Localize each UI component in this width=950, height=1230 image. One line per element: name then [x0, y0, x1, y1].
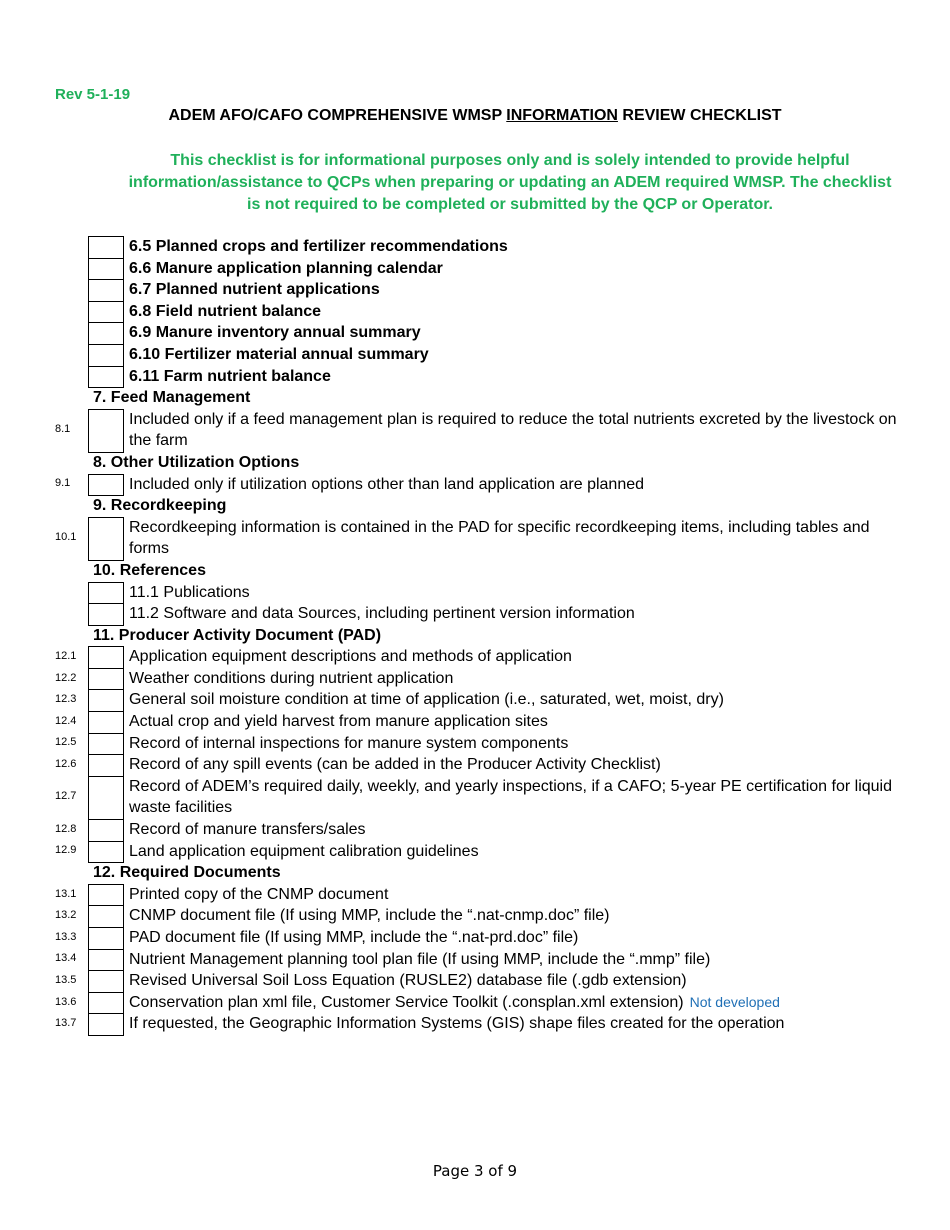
item-text [129, 841, 899, 863]
checklist-item [0, 689, 950, 711]
checklist-item [0, 754, 950, 776]
checklist-item [0, 711, 950, 733]
checklist-item [0, 905, 950, 927]
item-text [129, 279, 899, 301]
item-label: Land application equipment calibration guidelines [129, 842, 479, 860]
checkbox[interactable] [88, 992, 124, 1015]
checkbox[interactable] [88, 1013, 124, 1036]
checklist-item [0, 970, 950, 992]
checklist-item [0, 474, 950, 496]
checklist-item [0, 733, 950, 755]
item-text [129, 992, 899, 1014]
item-label: Included only if a feed management plan is required to reduce the total nutrients excreted by the livestock on the farm [129, 410, 897, 450]
item-text [129, 1013, 899, 1035]
item-number: 13.7 [55, 1017, 77, 1030]
item-label: CNMP document file (If using MMP, include the “.nat-cnmp.doc” file) [129, 907, 610, 925]
item-label: Nutrient Management planning tool plan file (If using MMP, include the “.mmp” file) [129, 950, 711, 968]
item-label: 6.11 Farm nutrient balance [129, 367, 331, 385]
item-text [129, 733, 899, 755]
checkbox[interactable] [88, 668, 124, 691]
checkbox[interactable] [88, 884, 124, 907]
item-number: 12.5 [55, 736, 77, 749]
item-text [129, 301, 899, 323]
checklist-item [0, 301, 950, 323]
revision-label: Rev 5-1-19 [55, 86, 131, 103]
item-text [129, 236, 899, 258]
item-text [129, 603, 899, 625]
item-text [129, 754, 899, 776]
item-label: Recordkeeping information is contained in the PAD for specific recordkeeping items, including tables and forms [129, 518, 870, 558]
checklist [0, 236, 950, 1035]
item-text [129, 322, 899, 344]
checklist-item [0, 603, 950, 625]
checklist-item [0, 884, 950, 906]
notice-text: This checklist is for informational purposes only and is solely intended to provide helpful information/assistance to QCPs when preparing or updating an ADEM required WMSP. The checklist is not required to be completed or submitted by the QCP or Operator. [128, 152, 892, 213]
item-number: 8.1 [55, 423, 71, 436]
checkbox[interactable] [88, 949, 124, 972]
item-number: 12.7 [55, 790, 77, 803]
checkbox[interactable] [88, 474, 124, 497]
checklist-item [0, 949, 950, 971]
checkbox[interactable] [88, 366, 124, 389]
item-number: 12.9 [55, 844, 77, 857]
checklist-item [0, 841, 950, 863]
checkbox[interactable] [88, 603, 124, 626]
section-heading: 11. Producer Activity Document (PAD) [93, 626, 382, 644]
checklist-item [0, 279, 950, 301]
item-text [129, 258, 899, 280]
item-text [129, 711, 899, 733]
item-number: 13.1 [55, 887, 77, 900]
checklist-item [0, 776, 950, 819]
checkbox[interactable] [88, 279, 124, 302]
item-label: 11.2 Software and data Sources, including pertinent version information [129, 605, 635, 623]
checklist-item [0, 236, 950, 258]
checklist-item [0, 409, 950, 452]
status-note: Not developed [689, 993, 780, 1010]
checkbox[interactable] [88, 301, 124, 324]
checkbox[interactable] [88, 236, 124, 259]
checkbox[interactable] [88, 409, 124, 453]
item-label: General soil moisture condition at time of application (i.e., saturated, wet, moist, dry) [129, 691, 724, 709]
checkbox[interactable] [88, 841, 124, 864]
section-heading-row [0, 387, 950, 409]
item-number: 9.1 [55, 477, 71, 490]
item-number: 12.2 [55, 671, 77, 684]
checklist-item [0, 344, 950, 366]
section-heading-row [0, 495, 950, 517]
checkbox[interactable] [88, 582, 124, 605]
item-label: Record of ADEM’s required daily, weekly, and yearly inspections, if a CAFO; 5-year PE certification for liquid waste facilities [129, 777, 892, 817]
section-heading-row [0, 625, 950, 647]
section-heading: 12. Required Documents [93, 864, 281, 882]
item-text [129, 689, 899, 711]
item-label: Actual crop and yield harvest from manure application sites [129, 713, 548, 731]
checkbox[interactable] [88, 927, 124, 950]
item-text [129, 409, 899, 452]
item-text [129, 884, 899, 906]
item-text [129, 517, 899, 560]
section-heading-row [0, 452, 950, 474]
checkbox[interactable] [88, 970, 124, 993]
item-text [129, 646, 899, 668]
item-label: Printed copy of the CNMP document [129, 885, 389, 903]
title-underlined: INFORMATION [506, 107, 618, 124]
item-label: Weather conditions during nutrient application [129, 669, 454, 687]
checkbox[interactable] [88, 258, 124, 281]
section-heading: 8. Other Utilization Options [93, 453, 300, 471]
item-label: If requested, the Geographic Information Systems (GIS) shape files created for the operation [129, 1015, 785, 1033]
checkbox[interactable] [88, 819, 124, 842]
item-label: 6.9 Manure inventory annual summary [129, 324, 421, 342]
checklist-item [0, 927, 950, 949]
item-number: 12.1 [55, 650, 77, 663]
item-text [129, 344, 899, 366]
item-label: 11.1 Publications [129, 583, 250, 601]
item-number: 13.6 [55, 995, 77, 1008]
item-text [129, 582, 899, 604]
item-number: 13.3 [55, 930, 77, 943]
page-title [0, 107, 950, 125]
checkbox[interactable] [88, 776, 124, 820]
checkbox[interactable] [88, 344, 124, 367]
checklist-item [0, 258, 950, 280]
section-heading-row [0, 862, 950, 884]
item-number: 13.2 [55, 909, 77, 922]
section-heading: 10. References [93, 561, 206, 579]
item-label: 6.7 Planned nutrient applications [129, 281, 380, 299]
checklist-item [0, 819, 950, 841]
checklist-item [0, 322, 950, 344]
checklist-item [0, 517, 950, 560]
item-label: Included only if utilization options other than land application are planned [129, 475, 645, 493]
section-heading-row [0, 560, 950, 582]
item-text [129, 927, 899, 949]
item-label: 6.10 Fertilizer material annual summary [129, 345, 429, 363]
item-text [129, 970, 899, 992]
item-number: 12.8 [55, 822, 77, 835]
checklist-item [0, 582, 950, 604]
checkbox[interactable] [88, 322, 124, 345]
item-label: Record of any spill events (can be added in the Producer Activity Checklist) [129, 756, 661, 774]
item-number: 12.6 [55, 758, 77, 771]
item-text [129, 366, 899, 388]
checklist-item [0, 1013, 950, 1035]
item-label: 6.8 Field nutrient balance [129, 302, 322, 320]
checklist-item [0, 992, 950, 1014]
checkbox[interactable] [88, 733, 124, 756]
item-text [129, 949, 899, 971]
checklist-item [0, 646, 950, 668]
item-text [129, 668, 899, 690]
checkbox[interactable] [88, 711, 124, 734]
item-label: Application equipment descriptions and methods of application [129, 648, 572, 666]
item-text [129, 819, 899, 841]
section-heading: 9. Recordkeeping [93, 497, 227, 515]
item-number: 13.4 [55, 952, 77, 965]
title-part-2: REVIEW CHECKLIST [617, 107, 782, 124]
item-number: 12.3 [55, 693, 77, 706]
item-label: Record of internal inspections for manure system components [129, 734, 569, 752]
item-label: PAD document file (If using MMP, include the “.nat-prd.doc” file) [129, 929, 579, 946]
item-number: 13.5 [55, 973, 77, 986]
section-heading: 7. Feed Management [93, 389, 251, 407]
item-label: 6.6 Manure application planning calendar [129, 259, 443, 277]
item-label: Record of manure transfers/sales [129, 821, 366, 839]
item-label: Conservation plan xml file, Customer Service Toolkit (.consplan.xml extension) [129, 993, 684, 1011]
item-text [129, 905, 899, 927]
checklist-item [0, 668, 950, 690]
page-number: Page 3 of 9 [432, 1162, 518, 1180]
checkbox[interactable] [88, 754, 124, 777]
item-number: 10.1 [55, 531, 77, 544]
item-text [129, 776, 899, 819]
title-part-1: ADEM AFO/CAFO COMPREHENSIVE WMSP [168, 107, 507, 124]
item-label: 6.5 Planned crops and fertilizer recommendations [129, 238, 508, 255]
item-number: 12.4 [55, 714, 77, 727]
checkbox[interactable] [88, 689, 124, 712]
checkbox[interactable] [88, 905, 124, 928]
item-label: Revised Universal Soil Loss Equation (RUSLE2) database file (.gdb extension) [129, 972, 687, 990]
checkbox[interactable] [88, 517, 124, 561]
checklist-item [0, 366, 950, 388]
item-text [129, 474, 899, 496]
checkbox[interactable] [88, 646, 124, 669]
